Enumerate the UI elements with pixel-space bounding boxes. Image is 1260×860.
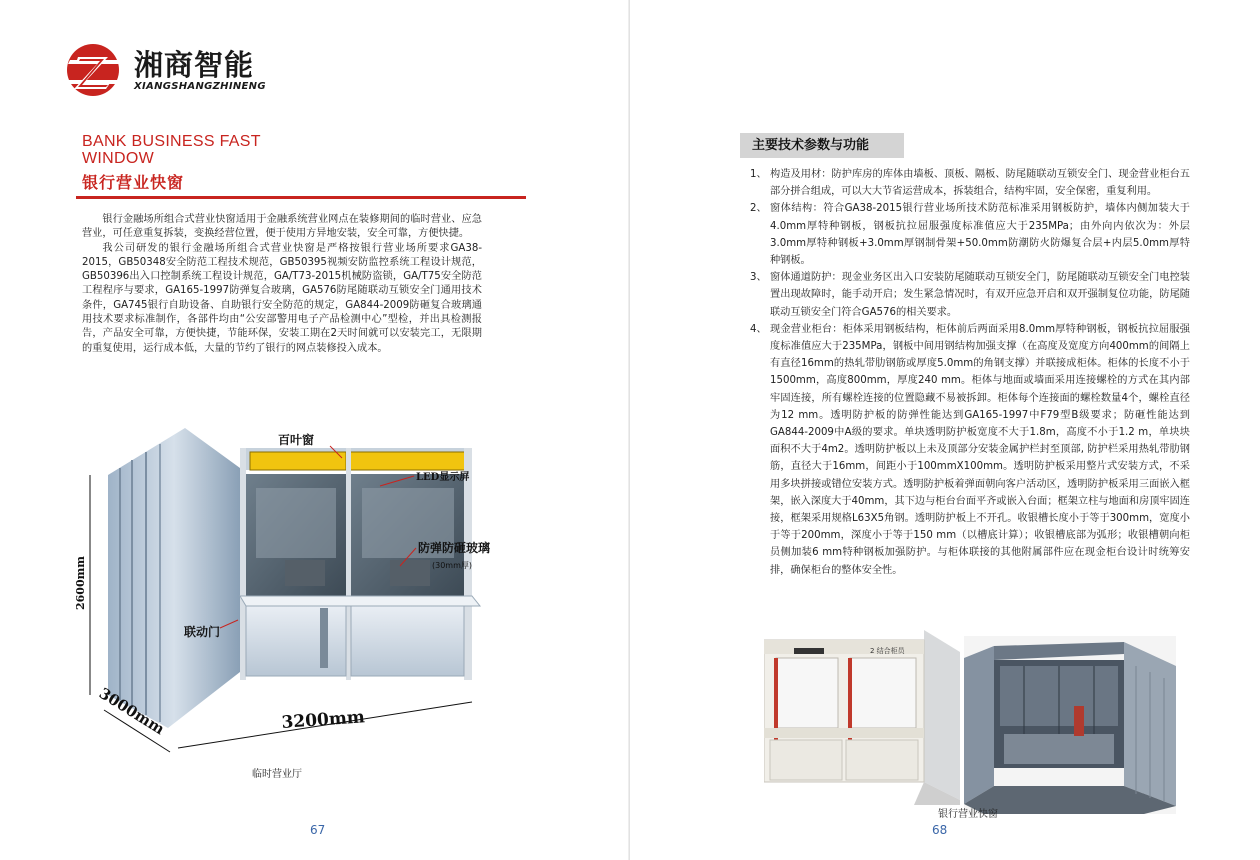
list-item [750,269,1190,321]
logo-mark-icon [62,40,128,100]
list-item [750,321,1190,579]
item-text: 窗体通道防护：现金业务区出入口安装防尾随联动互锁安全门，防尾随联动互锁安全门电控装置出现故障时，能手动开启；发生紧急情况时，有双开应急开启和双开强制复位功能，防尾随联动互锁安全门符合GA576的相关要求。 [770,272,1190,318]
right-caption: 银行营业快窗 [938,809,998,820]
led-band [348,452,466,470]
product-photo-steel-kiosk [964,636,1176,814]
louver-band [250,452,346,470]
product-photo-white-kiosk [764,622,960,805]
page-number-left: 67 [310,823,326,837]
brand-logo [62,40,266,100]
item-text: 现金营业柜台：柜体采用钢板结构，柜体前后两面采用8.0mm厚特种钢板，钢板抗拉屈服强度标准值应大于235MPa，钢板中间用钢结构加强支撑（在高度及宽度方向400mm的间隔上有直径16mm的热轧带肋钢筋或厚度5.0mm的角钢支撑）并联接成柜体。柜体的长度不小于1500mm，高度800mm，厚度240 mm。柜体与地面或墙面采用连接螺栓的方式在其内部牢固连接，所有螺栓连接的位置隐藏不易被拆卸。柜体每个连接面的螺栓数量4个，螺栓直径为12 mm。透明防护板的防弹性能达到GA165-1997中F79型B级要求；防砸性能达到GA844-2009中A级的要求。单块透明防护板宽度不大于1.8m，高度不小于1.2 m，单块块面积不大于4m2。透明防护板以上未及顶部分安装金属护栏封至顶部, 防护栏采用热轧带肋钢筋，直径大于16mm，间距小于100mmX100mm。透明防护板采用整片式安装方式，不采用多块拼接或错位安装方式。透明防护板着弹面朝向客户活动区，透明防护板采用三面嵌入框架，嵌入深度大于40mm，其下边与柜台台面平齐或嵌入台面；框架立柱与地面和房顶牢固连接，框架采用规格L63X5角钢。透明防护板上不开孔。收银槽长度小于等于300mm，宽度小于等于200mm，深度小于等于150 mm（以槽底计算）；收银槽底部为弧形；收银槽朝向柜员侧加装6 mm特种钢板加强防护。与柜体联接的其他附属部件应在现金柜台设计时统筹安排，确保柜台的整体安全性。 [770,323,1190,576]
label-glass-note: (30mm厚) [432,561,473,570]
intro-text [82,213,482,356]
photo-sign: 2 结合柜员 [870,647,905,655]
item-number: 4、 [750,323,767,335]
counter-front-left [246,606,346,676]
page-title-en [82,133,261,167]
intro-paragraph-2: 我公司研发的银行金融场所组合式营业快窗是严格按银行营业场所要求GA38-2015，GB50348安全防范工程技术规范，GB50395视频安防监控系统工程设计规范，GB50396出入口控制系统工程设计规范，GA/T73-2015机械防盗锁，GA/T75安全防范工程程序与要求，GA165-1997防弹复合玻璃，GA576防尾随联动互锁安全门通用技术条件，GA745银行自助设备、自助银行安全防范的规定，GA844-2009防砸复合玻璃通用技术要求标准制作，各部件均由“公安部警用电子产品检测中心”型检，并出具检测报告，产品安全可靠，方便快捷，节能环保，安装工期在2天时间就可以安装完工，无限期的重复使用，运行成本低，大量的节约了银行的网点装修投入成本。 [82,242,482,354]
label-louver: 百叶窗 [278,433,315,447]
tech-spec-list [750,166,1190,579]
list-item [750,166,1190,200]
dim-height: 2600mm [74,556,87,610]
title-en-line2: WINDOW [82,150,155,167]
intro-paragraph-1: 银行金融场所组合式营业快窗适用于金融系统营业网点在装修期间的临时营业、应急营业，可任意重复拆装，变换经营位置，便于使用方异地安装，安全可靠，方便快捷。 [82,214,482,240]
page-title-cn: 银行营业快窗 [82,173,185,192]
item-number: 2、 [750,203,767,215]
list-item [750,200,1190,269]
title-en-line1: BANK BUSINESS FAST [82,133,261,150]
label-door: 联动门 [184,625,221,639]
brand-name-en: XIANGSHANGZHINENG [134,80,266,92]
label-glass: 防弹防砸玻璃 [418,541,491,555]
dim-width: 3200mm [280,707,366,733]
brand-name-cn: 湘商智能 [134,47,255,82]
item-number: 1、 [750,169,767,180]
item-text: 窗体结构：符合GA38-2015银行营业场所技术防范标准采用钢板防护，墙体内侧加装大于4.0mm厚特种钢板，钢板抗拉屈服强度标准值应大于235MPa；由外向内依次为：外层3.0mm厚特种钢板+3.0mm厚钢制骨架+50.0mm防潮防火防爆复合层+内层5.0mm厚特种钢板。 [770,203,1190,267]
right-page [630,0,1260,860]
page-number-right: 68 [932,823,948,837]
label-led: LED显示屏 [416,472,470,483]
side-wall [108,428,240,728]
title-divider [76,196,526,199]
kiosk-illustration [60,410,530,760]
dim-depth: 3000mm [95,684,168,739]
left-caption: 临时营业厅 [252,769,302,780]
section-title: 主要技术参数与功能 [740,133,904,158]
item-text: 构造及用材：防护库房的库体由墙板、顶板、隔板、防尾随联动互锁安全门、现金营业柜台五部分拼合组成，可以大大节省运营成本，拆装组合，结构牢固，安全保密，重复利用。 [770,169,1190,198]
counter-front-right [351,606,464,676]
item-number: 3、 [750,272,767,284]
